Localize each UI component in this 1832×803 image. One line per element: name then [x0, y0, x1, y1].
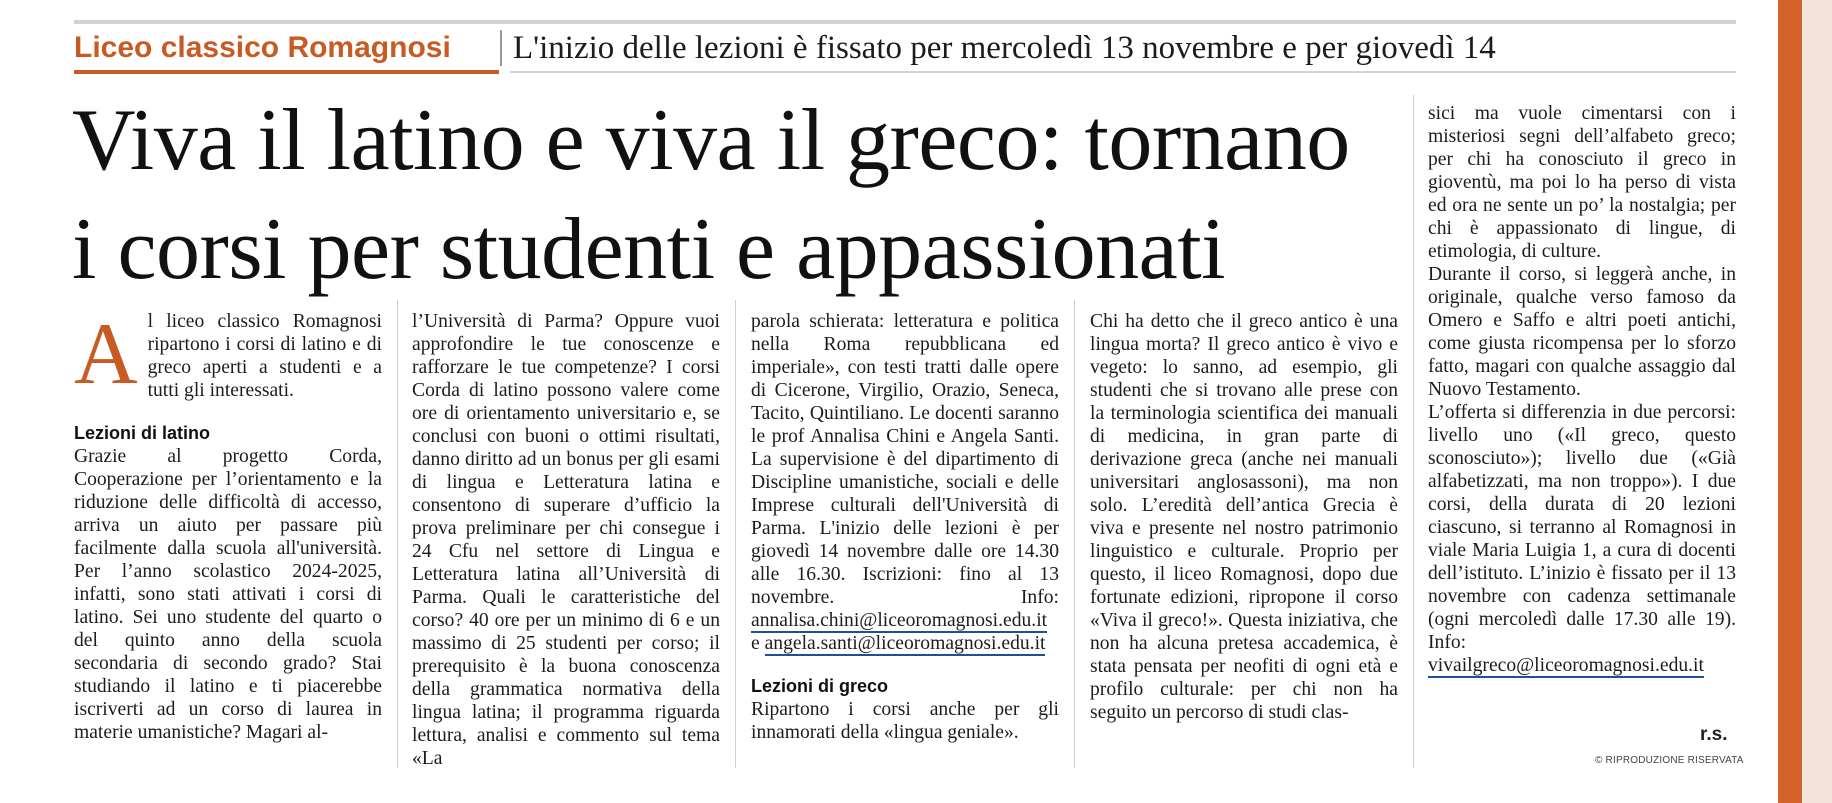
- subhead-rule: [510, 71, 1736, 73]
- body-text: sici ma vuole cimentarsi con i misteriosi segni dell’alfabeto greco; per chi ha conosciuto il greco in gioventù, ma poi lo ha perso di vista ed ora ne sente un po’ la nostalgia; per chi è appassionato di lingue, di etimologia, di culture.: [1428, 103, 1736, 262]
- article-column-3: [751, 310, 1059, 744]
- author-signature: r.s.: [1700, 724, 1728, 745]
- kicker-underline: [74, 70, 499, 74]
- email-link-vivailgreco[interactable]: vivailgreco@liceoromagnosi.edu.it: [1428, 655, 1704, 676]
- headline: [72, 86, 1412, 304]
- column-separator: [1074, 300, 1075, 768]
- section-kicker: Liceo classico Romagnosi: [74, 31, 451, 64]
- email-link-chini[interactable]: annalisa.chini@liceoromagnosi.edu.it: [751, 610, 1048, 631]
- drop-cap: A: [74, 306, 138, 403]
- body-text: Ripartono i corsi anche per gli innamorati della «lingua geniale».: [751, 699, 1059, 743]
- column-separator: [397, 300, 398, 768]
- headline-line-1: Viva il latino e viva il greco: tornano: [72, 92, 1350, 189]
- body-text: parola schierata: letteratura e politica nella Roma repubblicana ed imperiale», con testi tratti dalle opere di Cicerone, Virgilio, Orazio, Seneca, Tacito, Quintiliano. Le docenti saranno le prof Annalisa Chini e Angela Santi. La supervisione è del dipartimento di Discipline umanistiche, sociali e delle Imprese culturali dell'Università di Parma. L'inizio delle lezioni è per giovedì 14 novembre dalle ore 14.30 alle 16.30. Iscrizioni: fino al 13 novembre. Info: annalisa.chini@liceoromagnosi.edu.it e angela.santi@liceoromagnosi.edu.it: [751, 311, 1059, 654]
- top-rule: [74, 20, 1736, 24]
- article-column-4: [1090, 310, 1398, 724]
- body-text: L’offerta si differenzia in due percorsi: livello uno («Il greco, questo sconosciuto»); livello due («Già alfabetizzati, ma non troppo»). I due corsi, della durata di 20 lezioni ciascuno, si terranno al Romagnosi in viale Maria Luigia 1, a cura di docenti dell’istituto. L’inizio è fissato per il 13 novembre con cadenza settimanale (ogni mercoledì dalle 17.30 alle 19). Info: vivailgreco@liceoromagnosi.edu.it: [1428, 402, 1736, 676]
- article-column-2: [412, 310, 720, 770]
- body-text: l’Università di Parma? Oppure vuoi approfondire le tue conoscenze e rafforzare le tue competenze? I corsi Corda di latino possono valere come ore di orientamento universitario e, se conclusi con buoni o ottimi risultati, danno diritto ad un bonus per gli esami di lingua e Letteratura latina e consentono di superare d’ufficio la prova preliminare per chi consegue i 24 Cfu nel settore di Lingua e Letteratura latina all’Università di Parma. Quali le caratteristiche del corso? 40 ore per un minimo di 6 e un massimo di 25 studenti per corso; il prerequisito è la buona conoscenza della grammatica normativa della lingua latina; il programma riguarda lettura, analisi e commento sul tema «La: [412, 311, 720, 769]
- email-link-santi[interactable]: angela.santi@liceoromagnosi.edu.it: [764, 633, 1046, 654]
- article-column-1: [74, 306, 382, 744]
- copyright-notice: © RIPRODUZIONE RISERVATA: [1595, 755, 1744, 766]
- column-separator: [735, 300, 736, 768]
- page-edge-bar: [1778, 0, 1802, 803]
- subheading-latino: Lezioni di latino: [74, 423, 210, 443]
- lead-paragraph: Al liceo classico Romagnosi ripartono i corsi di latino e di greco aperti a studenti e a tutti gli interessati.: [74, 306, 382, 403]
- body-text: Chi ha detto che il greco antico è una lingua morta? Il greco antico è vivo e vegeto: lo sanno, ad esempio, gli studenti che si trovano alle prese con la terminologia scientifica dei manuali di medicina, in gran parte di derivazione greca (anche nei manuali universitari anglosassoni), ma non solo. L’eredità dell’antica Grecia è viva e presente nel nostro patrimonio linguistico e culturale. Proprio per questo, il liceo Romagnosi, dopo due fortunate edizioni, ripropone il corso «Viva il greco!». Questa iniziativa, che non ha alcuna pretesa accademica, è stata pensata per neofiti di ogni età e profilo culturale: per chi non ha seguito un percorso di studi clas-: [1090, 311, 1398, 723]
- article-column-5: [1428, 102, 1736, 677]
- body-text: Durante il corso, si leggerà anche, in originale, qualche verso famoso da Omero e Saffo e altri poeti antichi, come giusta ricompensa per lo sforzo fatto, magari con qualche assaggio dal Nuovo Testamento.: [1428, 264, 1736, 400]
- page-edge-shade: [1802, 0, 1832, 803]
- body-text: Grazie al progetto Corda, Cooperazione per l’orientamento e la riduzione delle difficoltà di accesso, arriva un aiuto per passare più facilmente dalla scuola all'università. Per l’anno scolastico 2024-2025, infatti, sono stati attivati i corsi di latino. Sei uno studente del quarto o del quinto anno della scuola secondaria di secondo grado? Stai studiando il latino e ti piacerebbe iscriverti ad un corso di laurea in materie umanistiche? Magari al-: [74, 446, 382, 743]
- kicker-divider: [500, 30, 502, 66]
- column-separator: [1413, 95, 1414, 768]
- subheadline: L'inizio delle lezioni è fissato per mercoledì 13 novembre e per giovedì 14: [513, 30, 1496, 66]
- headline-line-2: i corsi per studenti e appassionati: [72, 201, 1226, 298]
- subheading-greco: Lezioni di greco: [751, 676, 889, 696]
